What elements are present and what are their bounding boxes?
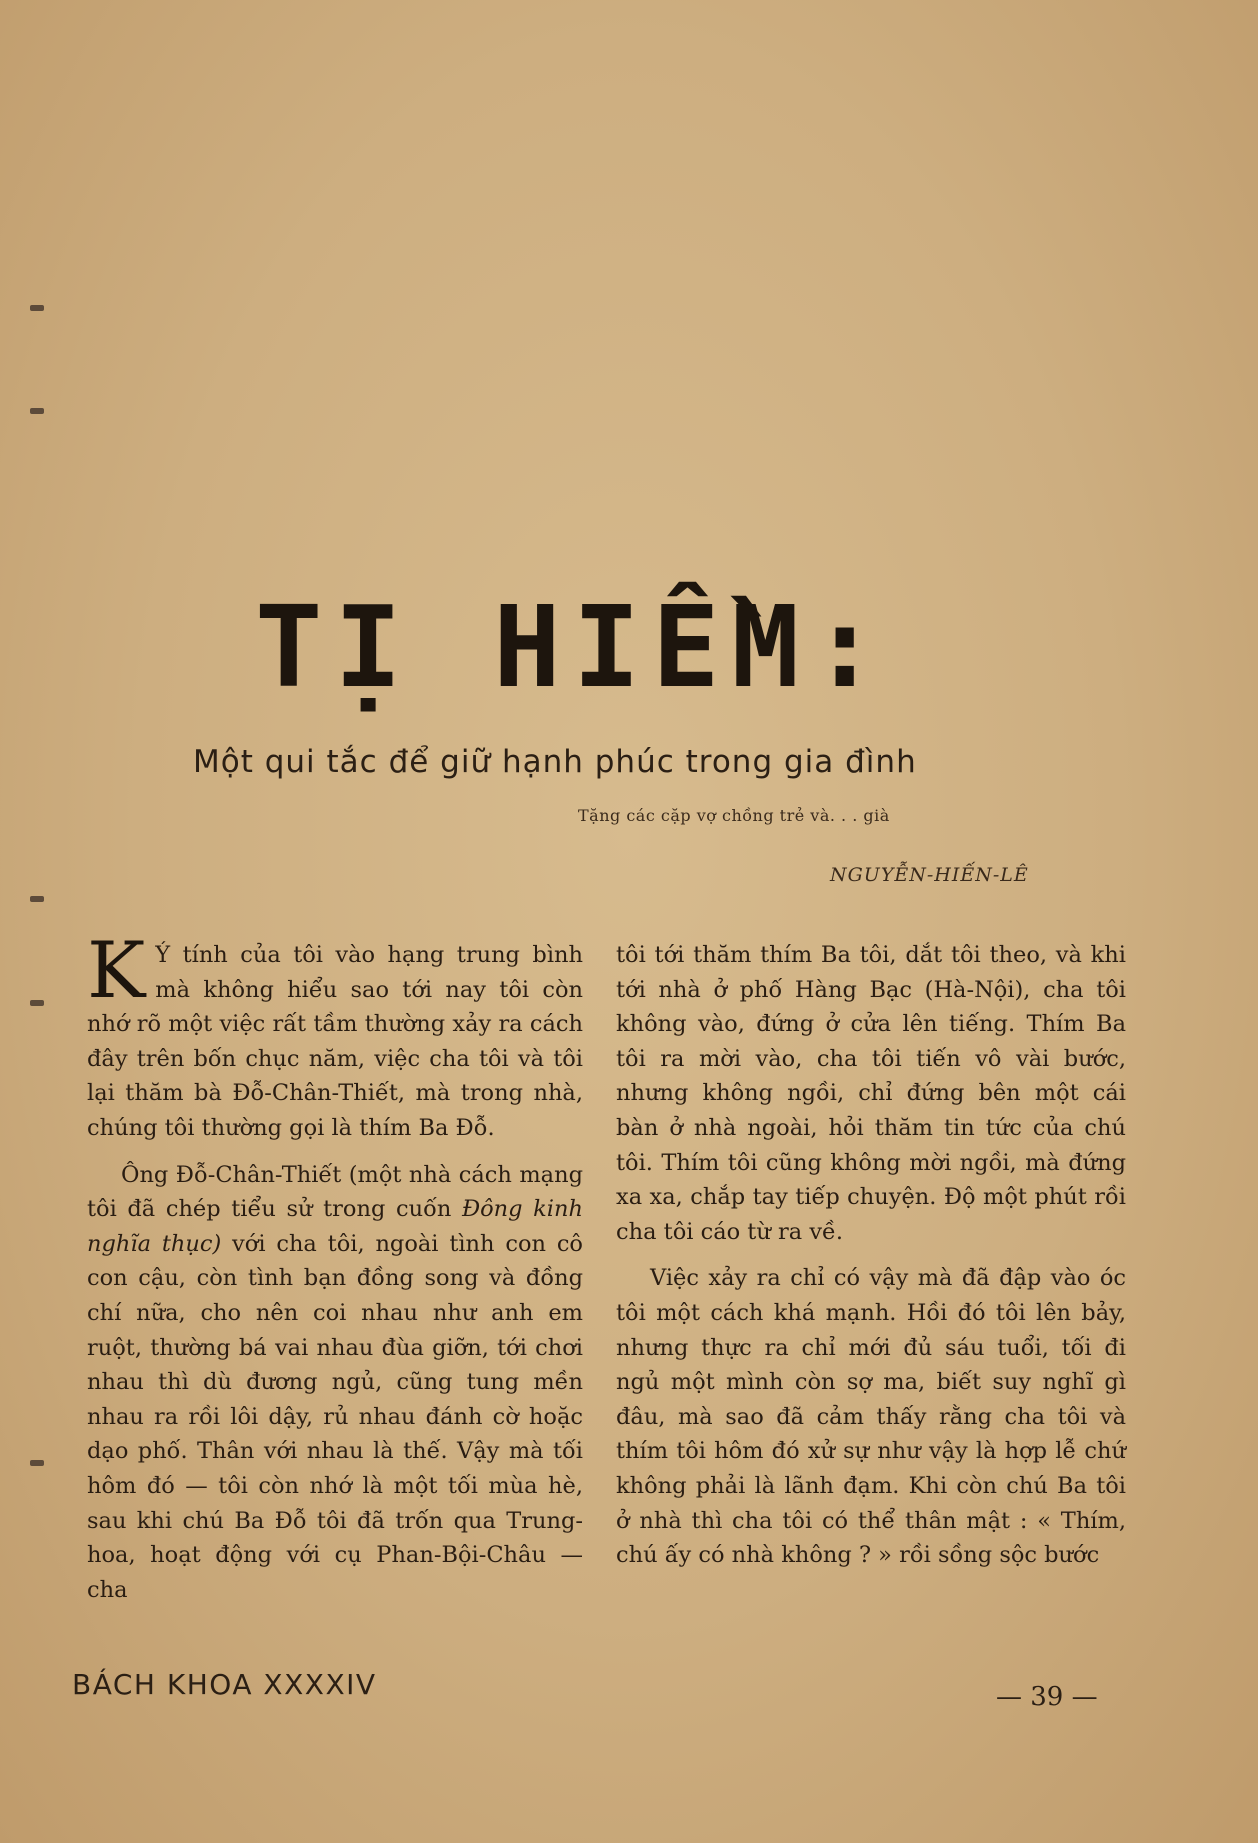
paragraph-text: tôi tới thăm thím Ba tôi, dắt tôi theo, và khi tới nhà ở phố Hàng Bạc (Hà-Nội), cha tôi không vào, đứng ở cửa lên tiếng. Thím Ba tôi ra mời vào, cha tôi tiến vô vài bước, nhưng không ngồi, chỉ đứng bên một cái bàn ở nhà ngoài, hỏi thăm tin tức của chú tôi. Thím tôi cũng không mời ngồi, mà đứng xa xa, chắp tay tiếp chuyện. Độ một phút rồi cha tôi cáo từ ra về. bbox=[616, 942, 1126, 1245]
binding-hole-mark bbox=[30, 408, 44, 414]
binding-hole-mark bbox=[30, 305, 44, 311]
binding-hole-mark bbox=[30, 1000, 44, 1006]
paragraph-text: với cha tôi, ngoài tình con cô con cậu, còn tình bạn đồng song và đồng chí nữa, cho nên coi nhau như anh em ruột, thường bá vai nhau đùa giỡn, tới chơi nhau thì dù đương ngủ, cũng tung mền nhau ra rồi lôi dậy, rủ nhau đánh cờ hoặc dạo phố. Thân với nhau là thế. Vậy mà tối hôm đó — tôi còn nhớ là một tối mùa hè, sau khi chú Ba Đỗ tôi đã trốn qua Trung-hoa, hoạt động với cụ Phan-Bội-Châu — cha bbox=[87, 1230, 583, 1603]
article-title: TỊ HIỀM: bbox=[255, 583, 891, 713]
paragraph bbox=[87, 926, 583, 1146]
paragraph-text: Ông Đỗ-Chân-Thiết (một nhà cách mạng tôi đã chép tiểu sử trong cuốn bbox=[87, 1161, 583, 1223]
paragraph bbox=[616, 1261, 1126, 1572]
paragraph-text: Ý tính của tôi vào hạng trung bình mà không hiểu sao tới nay tôi còn nhớ rõ một việc rất tầm thường xảy ra cách đây trên bốn chục năm, việc cha tôi và tôi lại thăm bà Đỗ-Chân-Thiết, mà trong nhà, chúng tôi thường gọi là thím Ba Đỗ. bbox=[87, 942, 583, 1141]
binding-hole-mark bbox=[30, 1460, 44, 1466]
binding-hole-mark bbox=[30, 896, 44, 902]
paragraph bbox=[616, 938, 1126, 1249]
paragraph bbox=[87, 1158, 583, 1608]
dedication-line: Tặng các cặp vợ chồng trẻ và. . . già bbox=[578, 806, 890, 825]
text-column-left bbox=[87, 926, 583, 1619]
paragraph-text: Việc xảy ra chỉ có vậy mà đã đập vào óc tôi một cách khá mạnh. Hồi đó tôi lên bảy, nhưng thực ra chỉ mới đủ sáu tuổi, tối đi ngủ một mình còn sợ ma, biết suy nghĩ gì đâu, mà sao đã cảm thấy rằng cha tôi và thím tôi hôm đó xử sự như vậy là hợp lễ chứ không phải là lãnh đạm. Khi còn chú Ba tôi ở nhà thì cha tôi có thể thân mật : « Thím, chú ấy có nhà không ? » rồi sồng sộc bước bbox=[616, 1265, 1126, 1569]
book-title: Đông kinh nghĩa thục) bbox=[87, 1196, 583, 1257]
magazine-issue: BÁCH KHOA XXXXIV bbox=[72, 1668, 377, 1701]
page-number: — 39 — bbox=[996, 1682, 1098, 1712]
text-column-right bbox=[616, 938, 1126, 1585]
drop-cap: K bbox=[87, 926, 146, 1016]
author-name: NGUYỄN-HIẾN-LÊ bbox=[830, 864, 1029, 886]
article-subtitle: Một qui tắc để giữ hạnh phúc trong gia đình bbox=[193, 744, 917, 780]
